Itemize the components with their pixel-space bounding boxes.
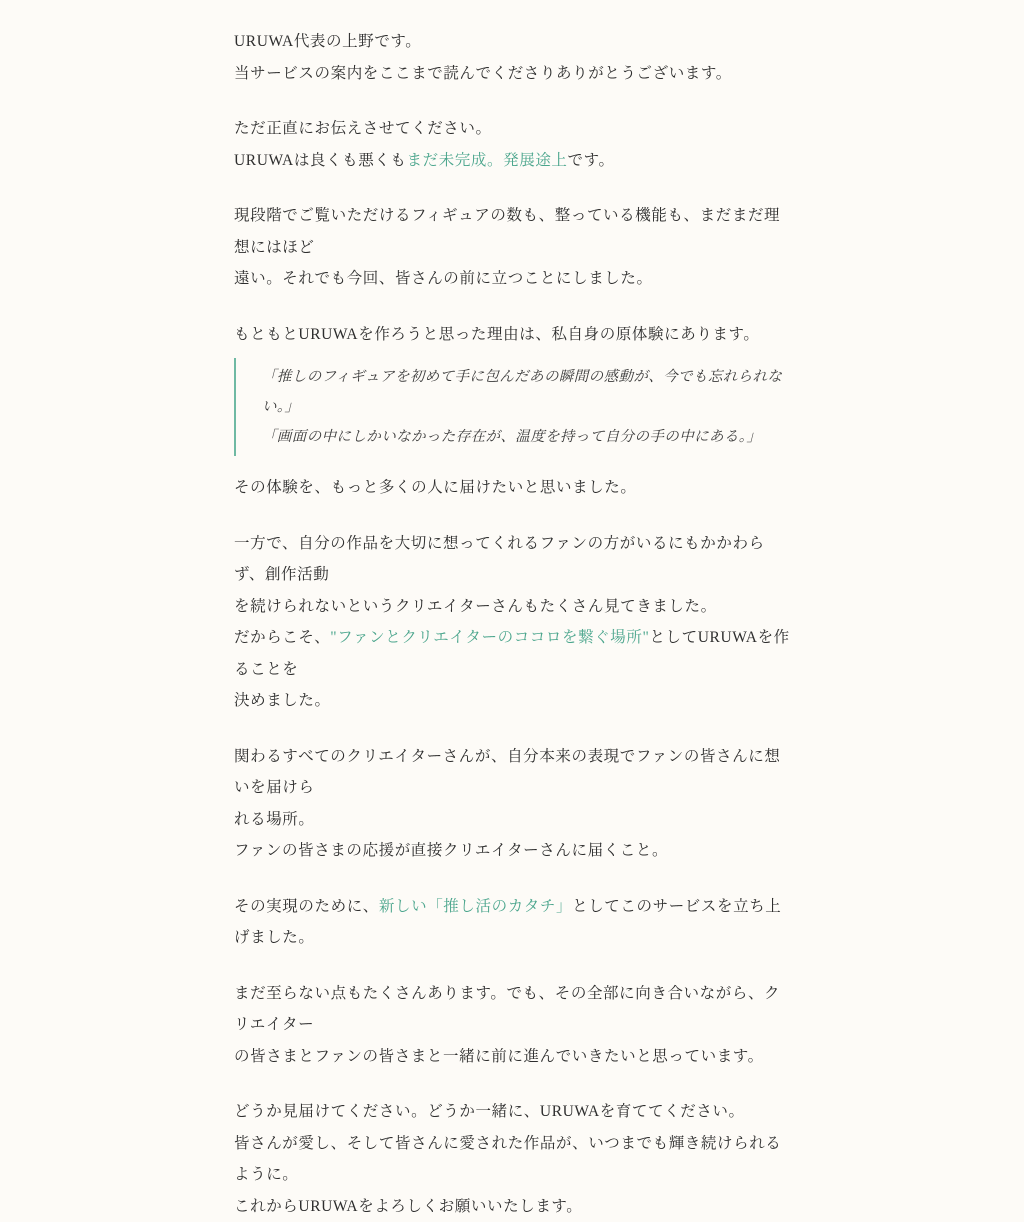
paragraph-stage-line-2: 遠い。それでも今回、皆さんの前に立つことにしました。 [234, 263, 792, 295]
quote-line-2: 「画面の中にしかいなかった存在が、温度を持って自分の手の中にある。」 [262, 422, 792, 452]
launch-pre: その実現のために、 [234, 898, 379, 915]
spacer [234, 867, 792, 891]
spacer [234, 954, 792, 978]
paragraph-forward-line-2: の皆さまとファンの皆さまと一緒に前に進んでいきたいと思っています。 [234, 1041, 792, 1073]
spacer [234, 717, 792, 741]
blockquote-origin-experience [234, 358, 792, 456]
honest-accent: まだ未完成。発展途上 [407, 152, 568, 169]
paragraph-place-line-3: ファンの皆さまの応援が直接クリエイターさんに届くこと。 [234, 835, 792, 867]
paragraph-creators-line-1: 一方で、自分の作品を大切に想ってくれるファンの方がいるにもかかわらず、創作活動 [234, 528, 792, 591]
paragraph-deliver-line-1: その体験を、もっと多くの人に届けたいと思いました。 [234, 472, 792, 504]
paragraph-place-line-2: れる場所。 [234, 804, 792, 836]
honest-pre: URUWAは良くも悪くも [234, 152, 407, 169]
spacer [234, 89, 792, 113]
paragraph-place-line-1: 関わるすべてのクリエイターさんが、自分本来の表現でファンの皆さんに想いを届けら [234, 741, 792, 804]
honest-post: です。 [568, 152, 615, 169]
launch-post: としてこのサービスを立ち上げました。 [234, 898, 781, 947]
paragraph-forward-line-1: まだ至らない点もたくさんあります。でも、その全部に向き合いながら、クリエイター [234, 978, 792, 1041]
paragraph-honest-line-1: ただ正直にお伝えさせてください。 [234, 113, 792, 145]
creators-accent: "ファンとクリエイターのココロを繋ぐ場所" [330, 629, 649, 646]
paragraph-creators-line-3 [234, 622, 792, 685]
paragraph-honest-line-2 [234, 145, 792, 177]
spacer [234, 462, 792, 472]
paragraph-closing-line-1: どうか見届けてください。どうか一緒に、URUWAを育ててください。 [234, 1096, 792, 1128]
paragraph-creators-line-4: 決めました。 [234, 685, 792, 717]
paragraph-launch-line-1 [234, 891, 792, 954]
spacer [234, 1072, 792, 1096]
paragraph-closing-line-2: 皆さんが愛し、そして皆さんに愛された作品が、いつまでも輝き続けられるように。 [234, 1128, 792, 1191]
launch-accent: 新しい「推し活のカタチ」 [379, 898, 572, 915]
paragraph-stage-line-1: 現段階でご覧いただけるフィギュアの数も、整っている機能も、まだまだ理想にはほど [234, 200, 792, 263]
letter-body [234, 26, 792, 1222]
quote-line-1: 「推しのフィギュアを初めて手に包んだあの瞬間の感動が、今でも忘れられない。」 [262, 362, 792, 422]
spacer [234, 295, 792, 319]
paragraph-intro-line-1: URUWA代表の上野です。 [234, 26, 792, 58]
spacer [234, 176, 792, 200]
paragraph-intro-line-2: 当サービスの案内をここまで読んでくださりありがとうございます。 [234, 58, 792, 90]
creators-pre: だからこそ、 [234, 629, 330, 646]
creators-post: としてURUWAを作ることを [234, 629, 790, 678]
spacer [234, 504, 792, 528]
paragraph-origin-line-1: もともとURUWAを作ろうと思った理由は、私自身の原体験にあります。 [234, 319, 792, 351]
paragraph-closing-line-3: これからURUWAをよろしくお願いいたします。 [234, 1191, 792, 1222]
paragraph-creators-line-2: を続けられないというクリエイターさんもたくさん見てきました。 [234, 591, 792, 623]
